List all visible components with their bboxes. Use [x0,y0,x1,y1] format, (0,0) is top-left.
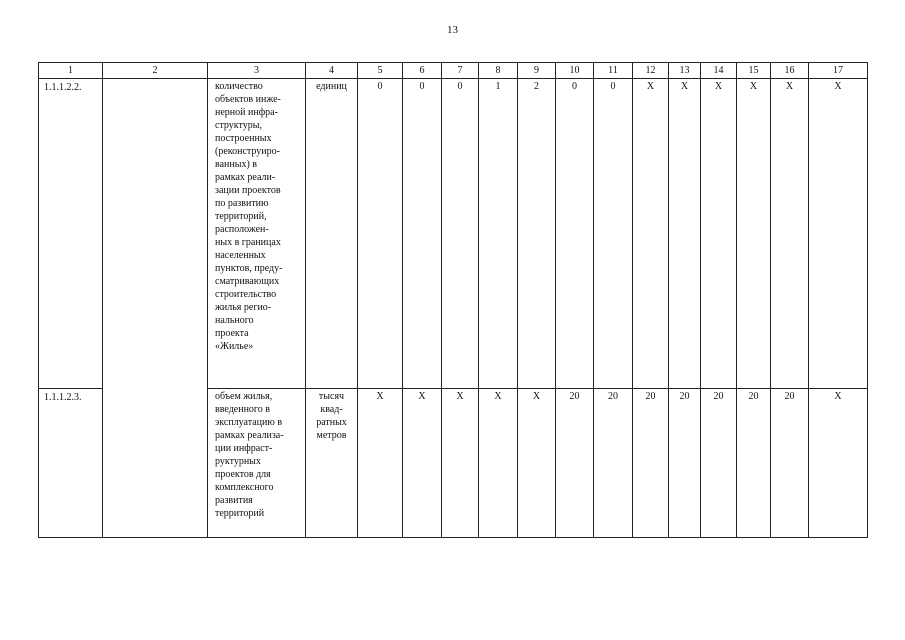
header-cell: 17 [809,63,868,79]
value-cell: Х [669,79,701,389]
header-cell: 2 [103,63,208,79]
value-cell: Х [701,79,737,389]
row-unit: единиц [306,79,358,389]
header-cell: 3 [208,63,306,79]
row-code: 1.1.1.2.3. [39,389,103,538]
row-description: объем жилья, введенного в эксплуатацию в рамках реализа- ции инфраст- руктурных проектов для комплексного развития территорий [208,389,306,538]
header-cell: 1 [39,63,103,79]
merged-empty-cell [103,79,208,538]
value-cell: 20 [594,389,633,538]
value-cell: Х [809,389,868,538]
value-cell: Х [737,79,771,389]
value-cell: 0 [403,79,442,389]
value-cell: 1 [479,79,518,389]
header-cell: 9 [518,63,556,79]
header-cell: 14 [701,63,737,79]
value-cell: 0 [556,79,594,389]
value-cell: Х [771,79,809,389]
row-unit: тысяч квад- ратных метров [306,389,358,538]
value-cell: 0 [358,79,403,389]
value-cell: Х [479,389,518,538]
header-row [39,63,868,79]
value-cell: 20 [771,389,809,538]
value-cell: 0 [594,79,633,389]
value-cell: Х [518,389,556,538]
header-cell: 10 [556,63,594,79]
value-cell: Х [358,389,403,538]
page-number: 13 [447,24,458,36]
header-cell: 4 [306,63,358,79]
header-cell: 7 [442,63,479,79]
header-cell: 16 [771,63,809,79]
indicator-table [38,62,868,538]
header-cell: 8 [479,63,518,79]
value-cell: 20 [633,389,669,538]
value-cell: 2 [518,79,556,389]
value-cell: 20 [701,389,737,538]
value-cell: Х [442,389,479,538]
header-cell: 11 [594,63,633,79]
header-cell: 6 [403,63,442,79]
row-description: количество объектов инже- нерной инфра- структуры, построенных (реконструиро- ванных) в рамках реали- зации проектов по развитию территорий, расположен- ных в границах населенных пунктов, преду- сматривающих строительство жилья регио- нального проекта «Жилье» [208,79,306,389]
value-cell: 20 [556,389,594,538]
value-cell: 20 [737,389,771,538]
value-cell: 0 [442,79,479,389]
table-row [39,79,868,389]
header-cell: 15 [737,63,771,79]
value-cell: 20 [669,389,701,538]
header-cell: 5 [358,63,403,79]
value-cell: Х [403,389,442,538]
value-cell: Х [809,79,868,389]
row-code: 1.1.1.2.2. [39,79,103,389]
header-cell: 12 [633,63,669,79]
value-cell: Х [633,79,669,389]
header-cell: 13 [669,63,701,79]
